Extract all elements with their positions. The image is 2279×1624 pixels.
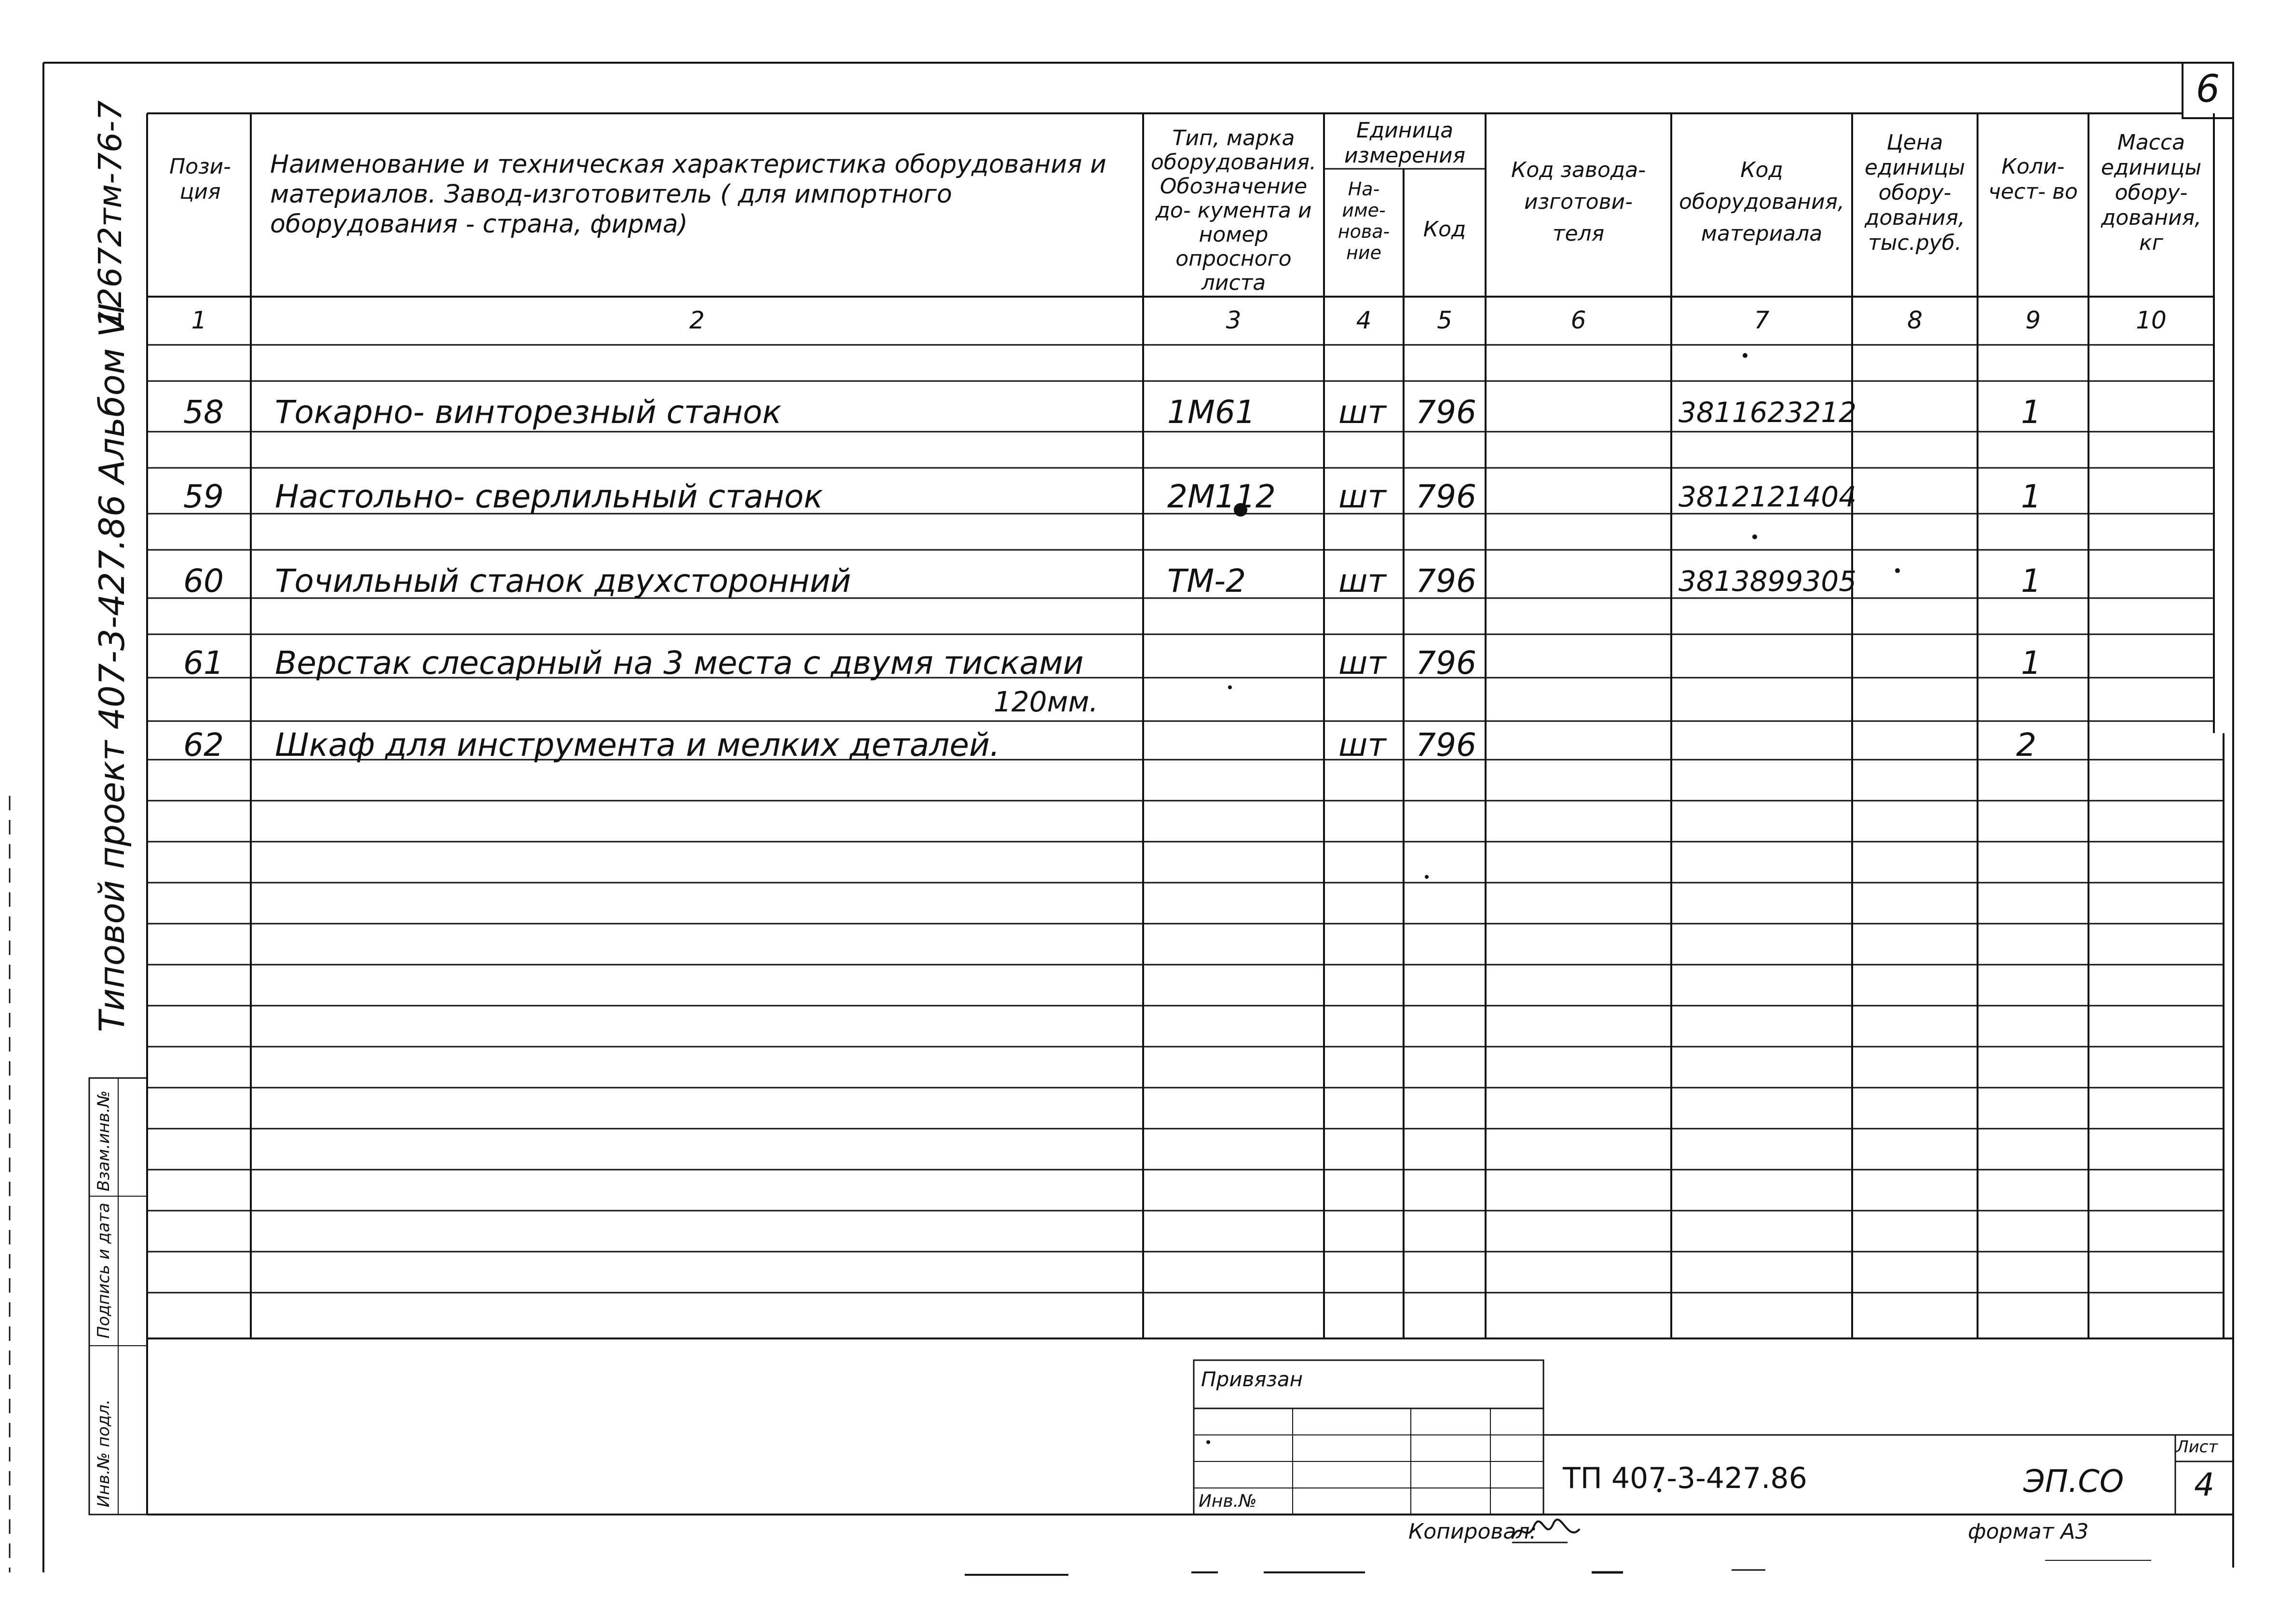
page-number: 6 [2196,68,2220,111]
stamp-sheet-label: Лист [2176,1437,2218,1457]
row-59-quantity: 1 [2021,478,2041,515]
stamp-designation: ТП 407-3-427.86 [1563,1461,1807,1495]
column-number: 5 [1437,306,1452,334]
row-60-equipment-code: 3813899305 [1679,565,1857,598]
row-61-name-continued: 120мм. [994,685,1098,718]
side-stamp-signature-date: Подпись и дата [94,1202,113,1338]
stamp-document-code: ЭП.СО [2023,1464,2124,1500]
sheet-format: формат А3 [1968,1519,2089,1544]
column-number: 2 [689,306,705,334]
column-number: 3 [1226,306,1242,334]
row-59-code: 796 [1416,478,1476,515]
row-58-quantity: 1 [2021,394,2041,431]
row-60-type: ТМ-2 [1167,562,1246,600]
row-61-position: 61 [183,644,224,682]
row-60-code: 796 [1416,562,1476,600]
signature-mark [1510,1515,1582,1548]
row-58-type: 1М61 [1167,394,1255,431]
side-stamp-replacement: Взам.инв.№ [94,1090,113,1191]
column-number: 1 [191,306,207,334]
row-59-type: 2М112 [1167,478,1276,515]
header-unit-code: Код [1423,217,1466,242]
row-60-position: 60 [183,562,224,600]
column-number: 6 [1570,306,1586,334]
stamp-sheet-number: 4 [2194,1466,2214,1503]
side-title: Типовой проект 407-3-427.86 Альбом VI [92,303,132,1032]
side-code: 12672тм-76-7 [92,100,129,328]
row-62-name: Шкаф для инструмента и мелких деталей. [275,726,1000,764]
row-58-unit: шт [1338,394,1386,431]
header-unit-price: Цена единицы обору- дования, тыс.руб. [1864,130,1965,255]
row-61-name: Верстак слесарный на 3 места с двумя тисками [275,644,1084,682]
header-name: Наименование и техническая характеристика оборудования и материалов. Завод-изготовитель ( для импортного оборудования - страна, фирма) [270,150,1106,239]
row-60-quantity: 1 [2021,562,2041,600]
row-59-unit: шт [1338,478,1386,515]
row-58-code: 796 [1416,394,1476,431]
column-number: 9 [2025,306,2041,334]
header-equipment-code: Код оборудования, материала [1679,158,1844,246]
row-58-name: Токарно- винторезный станок [275,394,782,431]
header-unit-name: На- име- нова- ние [1337,178,1390,263]
row-58-position: 58 [183,394,224,431]
row-59-equipment-code: 3812121404 [1679,480,1857,513]
row-62-position: 62 [183,726,224,764]
row-61-code: 796 [1416,644,1476,682]
copier-signature [1510,1515,1582,1548]
header-quantity: Коли- чест- во [1988,154,2078,204]
stamp-inventory-label: Инв.№ [1199,1491,1257,1511]
row-60-name: Точильный станок двухсторонний [275,562,851,600]
row-59-position: 59 [183,478,224,515]
row-61-quantity: 1 [2021,644,2041,682]
header-type: Тип, марка оборудования. Обозначение до- кумента и номер опросного листа [1151,126,1316,295]
column-number: 4 [1356,306,1372,334]
row-60-unit: шт [1338,562,1386,600]
row-62-code: 796 [1416,726,1476,764]
column-number: 8 [1907,306,1923,334]
column-number: 7 [1754,306,1770,334]
copied-by-label: Копировал: [1408,1519,1537,1544]
stamp-privyazan-label: Привязан [1201,1367,1303,1391]
side-stamp-inventory: Инв.№ подл. [94,1399,113,1507]
header-manufacturer-code: Код завода- изготови- теля [1511,158,1646,246]
header-unit-group: Единица измерения [1344,118,1466,168]
row-61-unit: шт [1338,644,1386,682]
column-number: 10 [2136,306,2167,334]
row-62-quantity: 2 [2016,726,2036,764]
row-59-name: Настольно- сверлильный станок [275,478,823,515]
row-58-equipment-code: 3811623212 [1679,396,1857,429]
header-mass: Масса единицы обору- дования, кг [2101,130,2202,255]
row-62-unit: шт [1338,726,1386,764]
header-position: Пози- ция [169,154,231,204]
